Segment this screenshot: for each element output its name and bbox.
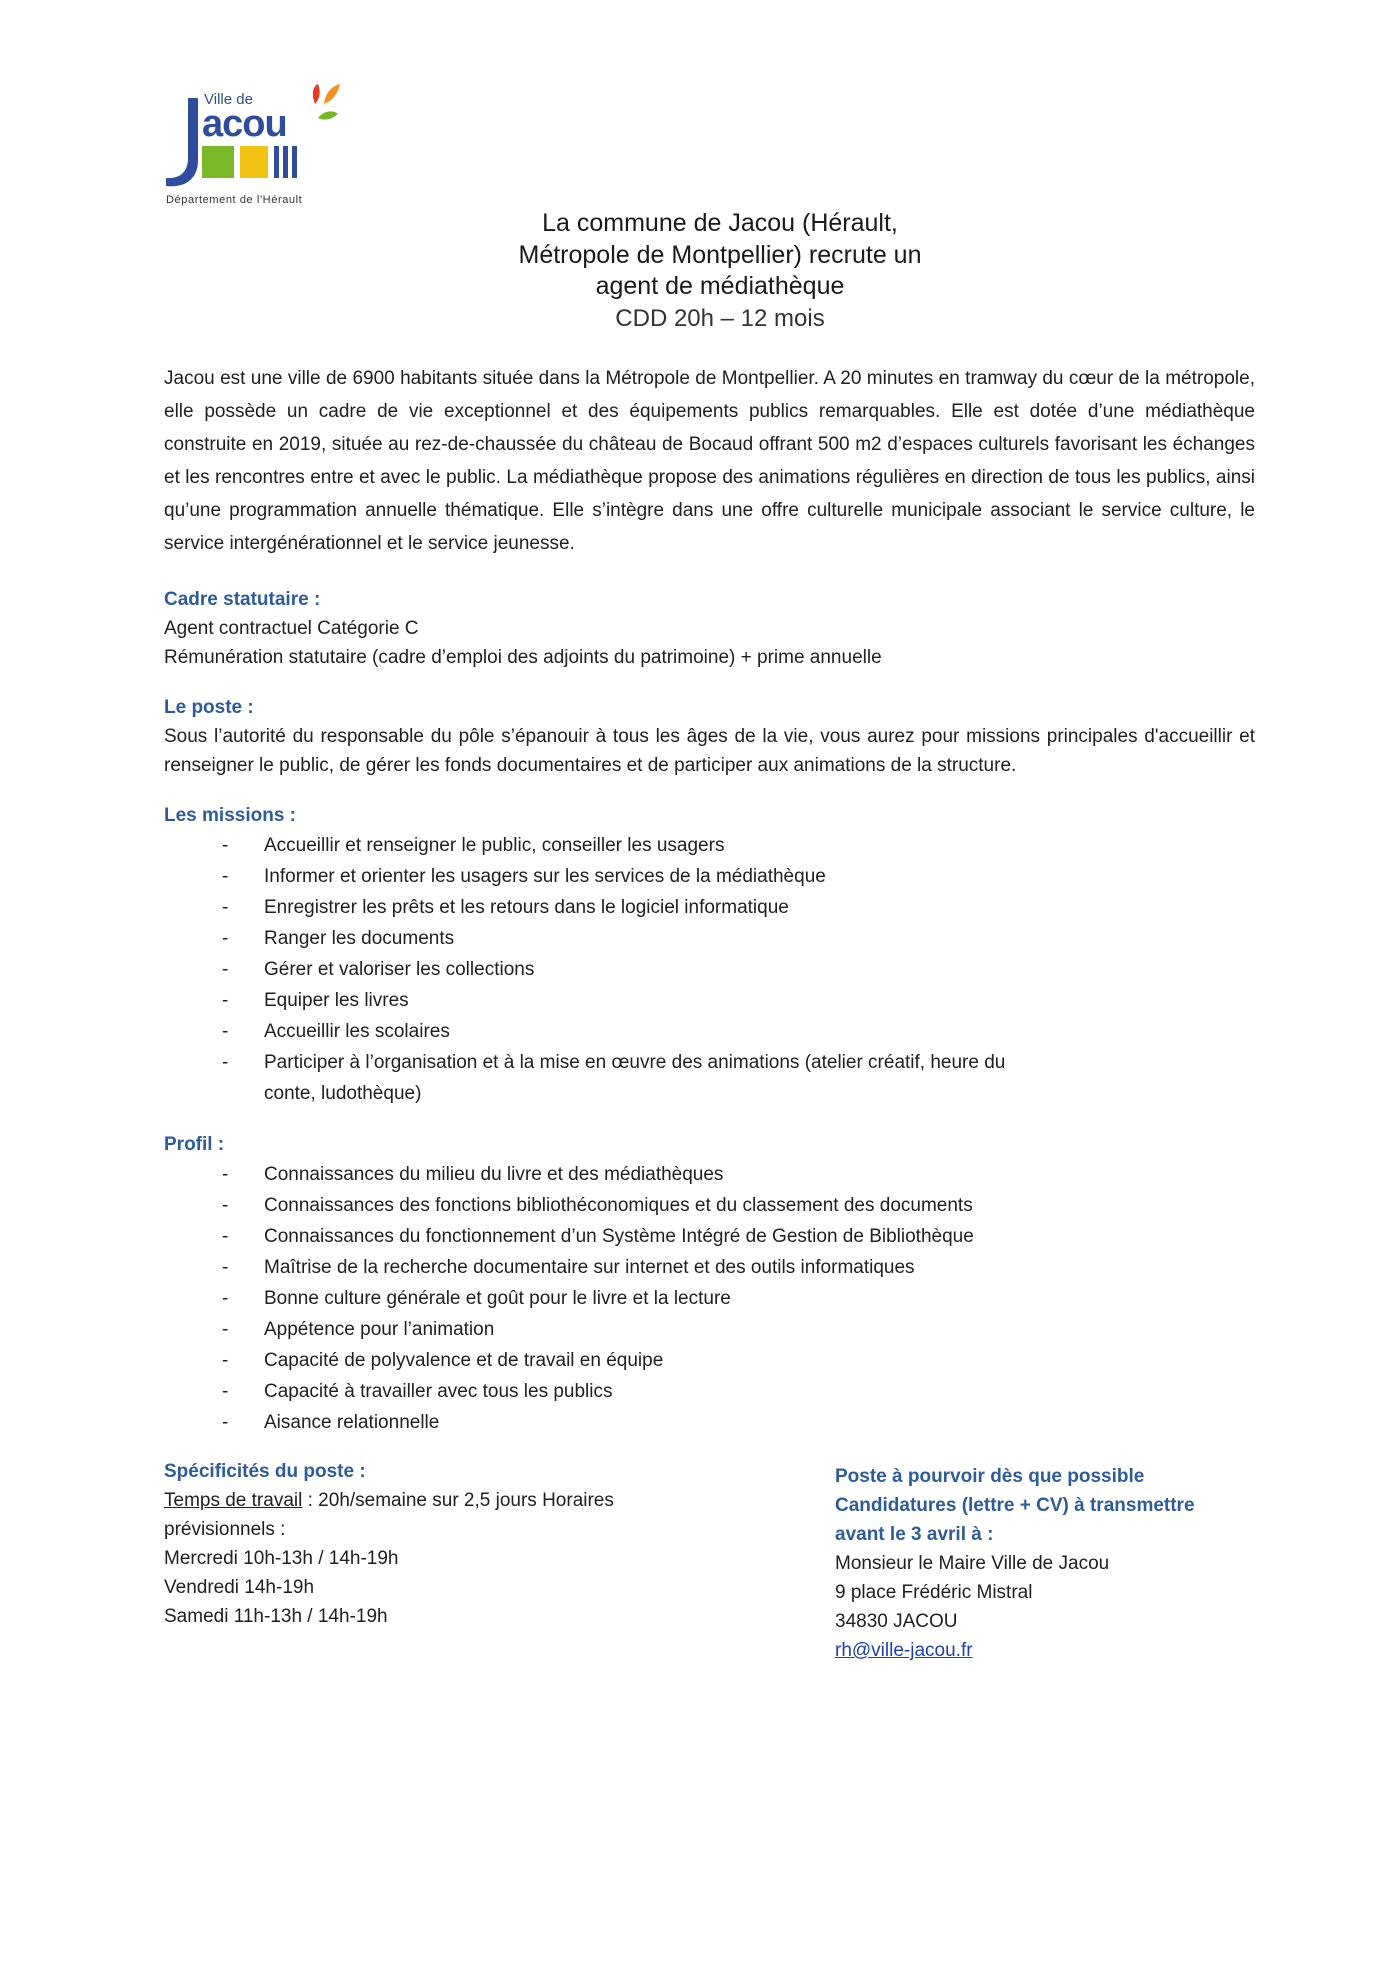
cadre-line-1: Agent contractuel Catégorie C bbox=[164, 618, 419, 639]
horaire-samedi: Samedi 11h-13h / 14h-19h bbox=[164, 1606, 388, 1627]
list-item: - Equiper les livres bbox=[222, 990, 409, 1011]
list-item: - Ranger les documents bbox=[222, 928, 455, 949]
horaire-vendredi: Vendredi 14h-19h bbox=[164, 1577, 315, 1598]
list-item: - Capacité à travailler avec tous les publics bbox=[222, 1381, 613, 1402]
list-item: - Accueillir les scolaires bbox=[222, 1021, 450, 1042]
list-item: - Accueillir et renseigner le public, conseiller les usagers bbox=[222, 835, 725, 856]
title-contract: CDD 20h – 12 mois bbox=[615, 304, 825, 332]
profil-list bbox=[164, 1159, 1255, 1438]
candidature-line-1: Poste à pourvoir dès que possible bbox=[835, 1466, 1145, 1487]
jacou-logo bbox=[160, 82, 370, 212]
bottom-columns bbox=[164, 1458, 1255, 1665]
list-item: - Bonne culture générale et goût pour le livre et la lecture bbox=[222, 1288, 731, 1309]
logo-departement: Département de l'Hérault bbox=[166, 194, 303, 206]
list-item: - Connaissances du fonctionnement d’un Système Intégré de Gestion de Bibliothèque bbox=[222, 1226, 974, 1247]
list-item: - Capacité de polyvalence et de travail en équipe bbox=[222, 1350, 664, 1371]
profil-heading: Profil : bbox=[164, 1134, 225, 1155]
cadre-heading: Cadre statutaire : bbox=[164, 589, 321, 610]
cadre-line-2: Rémunération statutaire (cadre d’emploi des adjoints du patrimoine) + prime annuelle bbox=[164, 647, 882, 668]
svg-text:acou: acou bbox=[202, 103, 287, 145]
specificites-block bbox=[164, 1458, 704, 1665]
list-item: - Aisance relationnelle bbox=[222, 1412, 440, 1433]
title-line-3: agent de médiathèque bbox=[595, 272, 845, 300]
specificites-heading: Spécificités du poste : bbox=[164, 1461, 366, 1482]
list-item: - Participer à l’organisation et à la mise en œuvre des animations (atelier créatif, heure du conte, ludothèque) bbox=[222, 1052, 1006, 1104]
poste-text: Sous l’autorité du responsable du pôle s’épanouir à tous les âges de la vie, vous aurez pour missions principales d'accueillir et renseigner le public, de gérer les fonds documentaires et de participer aux animations de la structure. bbox=[164, 726, 1255, 776]
candidature-block bbox=[835, 1462, 1255, 1665]
address-line-2: 9 place Frédéric Mistral bbox=[835, 1582, 1033, 1603]
page-title bbox=[395, 208, 1045, 334]
missions-heading: Les missions : bbox=[164, 805, 296, 826]
list-item: - Maîtrise de la recherche documentaire sur internet et des outils informatiques bbox=[222, 1257, 915, 1278]
address-line-1: Monsieur le Maire Ville de Jacou bbox=[835, 1553, 1110, 1574]
title-line-1: La commune de Jacou (Hérault, bbox=[542, 209, 898, 237]
intro-paragraph: Jacou est une ville de 6900 habitants située dans la Métropole de Montpellier. A 20 minutes en tramway du cœur de la métropole, elle possède un cadre de vie exceptionnel et des équipements publics remarquables. Elle est dotée d’une médiathèque construite en 2019, située au rez-de-chaussée du château de Bocaud offrant 500 m2 d’espaces culturels favorisant les échanges et les rencontres entre et avec le public. La médiathèque propose des animations régulières en direction de tous les publics, ainsi qu’une programmation annuelle thématique. Elle s’intègre dans une offre culturelle municipale associant le service culture, le service intergénérationnel et le service jeunesse. bbox=[164, 368, 1255, 554]
title-line-2: Métropole de Montpellier) recrute un bbox=[518, 240, 922, 269]
list-item: - Appétence pour l’animation bbox=[222, 1319, 495, 1340]
list-item: - Connaissances du milieu du livre et des médiathèques bbox=[222, 1164, 724, 1185]
horaire-mercredi: Mercredi 10h-13h / 14h-19h bbox=[164, 1548, 399, 1569]
candidature-line-2: Candidatures (lettre + CV) à transmettre bbox=[835, 1495, 1195, 1516]
address-line-3: 34830 JACOU bbox=[835, 1611, 958, 1632]
missions-list bbox=[164, 830, 1255, 1109]
svg-text:Ville de: Ville de bbox=[204, 91, 253, 108]
list-item: - Gérer et valoriser les collections bbox=[222, 959, 535, 980]
poste-heading: Le poste : bbox=[164, 697, 254, 718]
email-link[interactable]: rh@ville-jacou.fr bbox=[835, 1640, 973, 1661]
temps-de-travail: Temps de travail : 20h/semaine sur 2,5 jours Horaires prévisionnels : bbox=[164, 1490, 614, 1540]
document-body bbox=[164, 362, 1255, 1665]
list-item: - Informer et orienter les usagers sur les services de la médiathèque bbox=[222, 866, 826, 887]
candidature-line-3: avant le 3 avril à : bbox=[835, 1524, 994, 1545]
list-item: - Enregistrer les prêts et les retours dans le logiciel informatique bbox=[222, 897, 789, 918]
jacou-logo-mark bbox=[160, 82, 370, 194]
list-item: - Connaissances des fonctions bibliothéconomiques et du classement des documents bbox=[222, 1195, 973, 1216]
